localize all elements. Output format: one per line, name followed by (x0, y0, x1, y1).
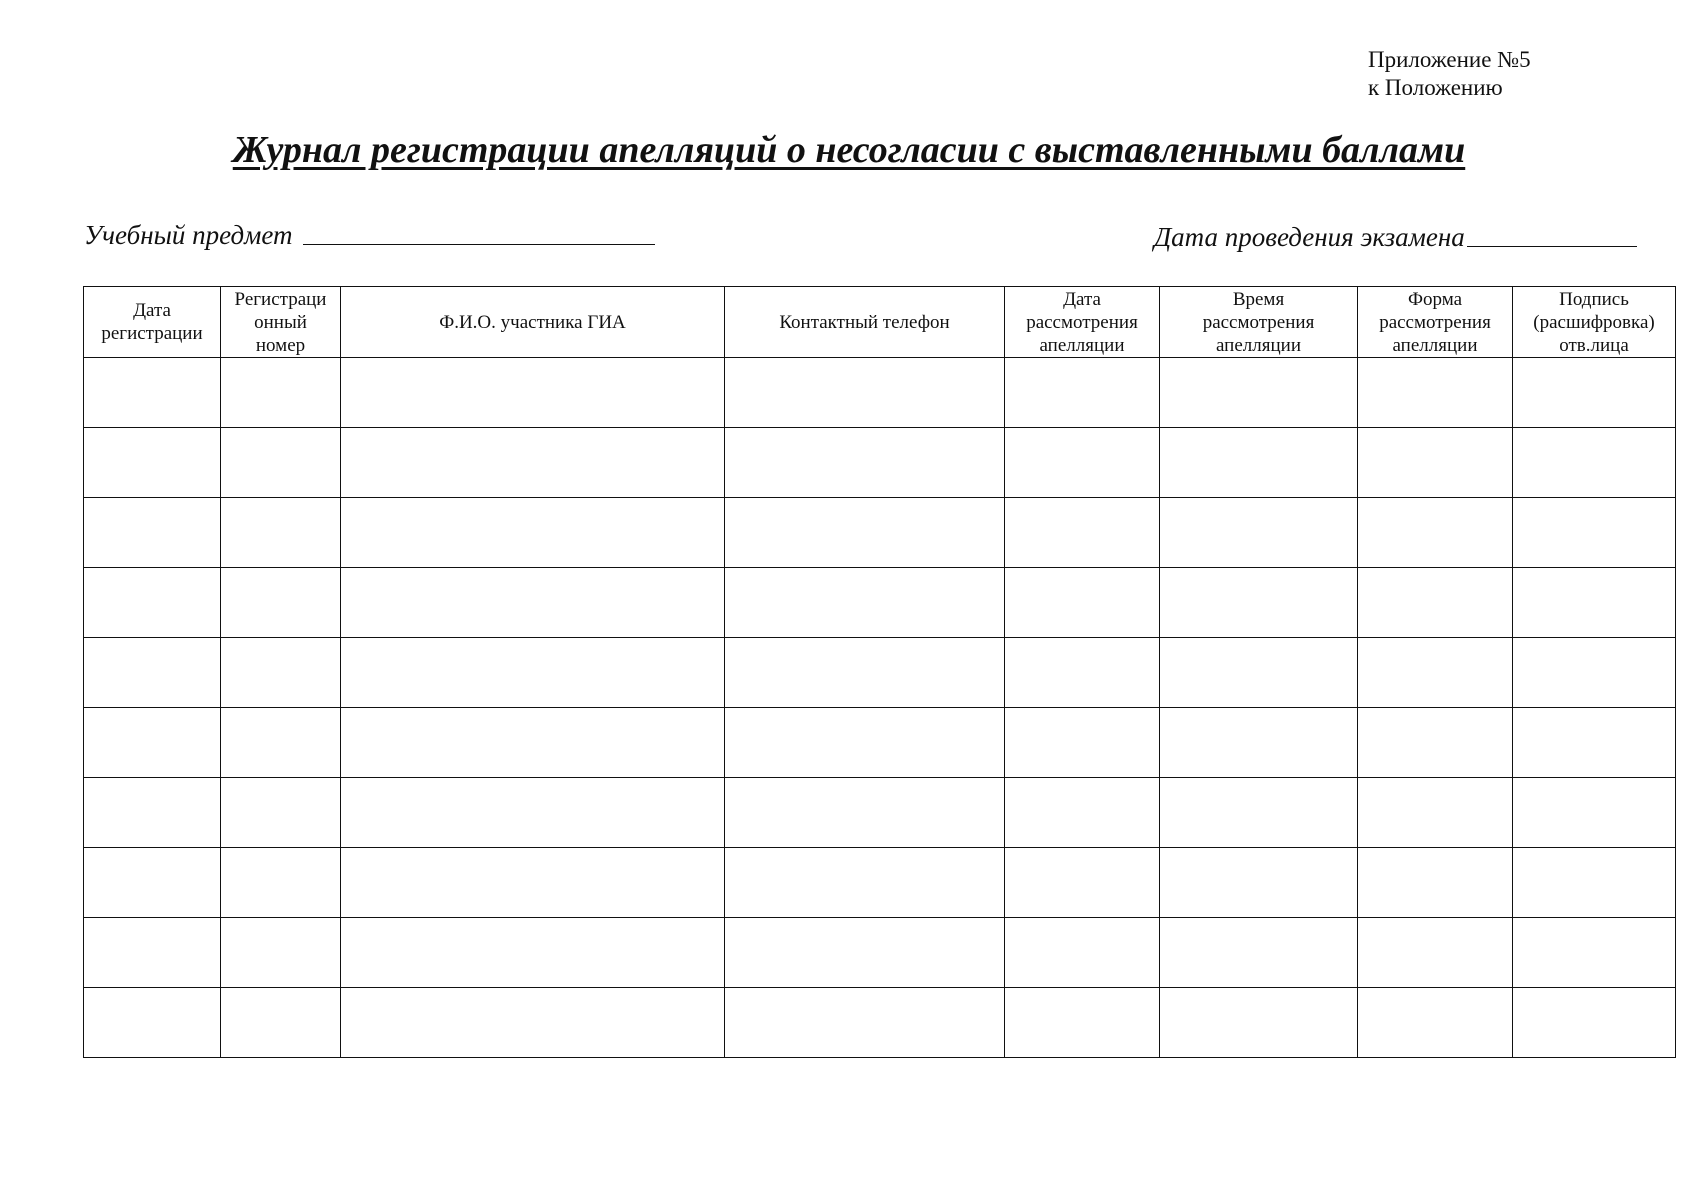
table-cell[interactable] (341, 848, 725, 918)
table-cell[interactable] (1005, 708, 1160, 778)
header-line: Дата (1063, 288, 1101, 310)
table-cell[interactable] (1513, 428, 1676, 498)
table-cell[interactable] (341, 568, 725, 638)
table-row (84, 358, 1676, 428)
table-cell[interactable] (84, 778, 221, 848)
table-cell[interactable] (1005, 988, 1160, 1058)
exam-date-label: Дата проведения экзамена (1154, 222, 1465, 252)
table-row (84, 428, 1676, 498)
table-cell[interactable] (725, 848, 1005, 918)
table-cell[interactable] (1005, 428, 1160, 498)
table-cell[interactable] (725, 498, 1005, 568)
table-cell[interactable] (341, 708, 725, 778)
table-cell[interactable] (1513, 988, 1676, 1058)
table-cell[interactable] (341, 638, 725, 708)
header-line: Время (1232, 288, 1285, 310)
table-cell[interactable] (341, 428, 725, 498)
table-cell[interactable] (1005, 848, 1160, 918)
header-line: апелляции (1216, 334, 1301, 356)
table-cell[interactable] (341, 358, 725, 428)
subject-label: Учебный предмет (84, 220, 293, 250)
table-row (84, 848, 1676, 918)
table-cell[interactable] (1005, 638, 1160, 708)
table-cell[interactable] (84, 498, 221, 568)
table-cell[interactable] (725, 918, 1005, 988)
table-cell[interactable] (725, 568, 1005, 638)
table-cell[interactable] (1005, 778, 1160, 848)
header-review-date (1005, 287, 1160, 358)
table-cell[interactable] (1358, 568, 1513, 638)
table-cell[interactable] (84, 358, 221, 428)
table-cell[interactable] (725, 708, 1005, 778)
table-cell[interactable] (1005, 358, 1160, 428)
table-cell[interactable] (1005, 498, 1160, 568)
table-row (84, 708, 1676, 778)
table-cell[interactable] (1513, 358, 1676, 428)
table-cell[interactable] (1160, 638, 1358, 708)
table-cell[interactable] (84, 428, 221, 498)
header-review-form (1358, 287, 1513, 358)
header-line: апелляции (1039, 334, 1125, 356)
appendix-line-2: к Положению (1368, 75, 1503, 100)
table-row (84, 568, 1676, 638)
table-cell[interactable] (1005, 918, 1160, 988)
table-cell[interactable] (725, 638, 1005, 708)
table-cell[interactable] (1513, 778, 1676, 848)
header-line: номер (255, 334, 306, 356)
table-cell[interactable] (1513, 638, 1676, 708)
table-cell[interactable] (1160, 568, 1358, 638)
table-cell[interactable] (221, 708, 341, 778)
subject-blank-line[interactable] (303, 243, 655, 245)
exam-date-blank-line[interactable] (1467, 245, 1637, 247)
table-cell[interactable] (1358, 988, 1513, 1058)
table-cell[interactable] (1513, 848, 1676, 918)
table-cell[interactable] (1358, 638, 1513, 708)
header-line: рассмотрения (1379, 311, 1491, 333)
table-row (84, 638, 1676, 708)
table-cell[interactable] (1160, 498, 1358, 568)
table-cell[interactable] (84, 848, 221, 918)
table-cell[interactable] (221, 848, 341, 918)
table-cell[interactable] (341, 988, 725, 1058)
table-cell[interactable] (341, 778, 725, 848)
table-cell[interactable] (1160, 708, 1358, 778)
header-line: Ф.И.О. участника ГИА (439, 311, 626, 333)
table-cell[interactable] (1358, 428, 1513, 498)
document-title: Журнал регистрации апелляций о несогласии с выставленными баллами (232, 129, 1466, 171)
header-line: (расшифровка) (1533, 311, 1655, 333)
table-cell[interactable] (725, 988, 1005, 1058)
table-cell[interactable] (1513, 568, 1676, 638)
header-contact-phone (725, 287, 1005, 358)
appendix-line-1: Приложение №5 (1368, 47, 1531, 72)
table-cell[interactable] (221, 568, 341, 638)
header-line: онный (254, 311, 307, 333)
table-cell[interactable] (221, 638, 341, 708)
table-cell[interactable] (84, 638, 221, 708)
table-cell[interactable] (725, 778, 1005, 848)
header-line: Дата (133, 300, 171, 321)
table-cell[interactable] (1513, 708, 1676, 778)
header-line: Подпись (1559, 288, 1629, 310)
table-cell[interactable] (1513, 498, 1676, 568)
table-row (84, 918, 1676, 988)
appeals-register-table (83, 286, 1676, 1058)
table-cell[interactable] (1160, 988, 1358, 1058)
header-line: отв.лица (1559, 334, 1629, 356)
table-cell[interactable] (221, 918, 341, 988)
table-cell[interactable] (1358, 708, 1513, 778)
table-cell[interactable] (84, 708, 221, 778)
table-cell[interactable] (1358, 498, 1513, 568)
subject-field (84, 220, 655, 251)
header-line: Контактный телефон (779, 311, 950, 333)
header-registration-date (84, 287, 221, 358)
table-cell[interactable] (725, 428, 1005, 498)
table-header-row (84, 287, 1676, 358)
table-row (84, 988, 1676, 1058)
exam-date-field (1154, 222, 1637, 253)
header-line: апелляции (1392, 334, 1478, 356)
header-line: регистрации (101, 323, 203, 344)
table-cell[interactable] (1160, 778, 1358, 848)
header-review-time (1160, 287, 1358, 358)
header-line: рассмотрения (1026, 311, 1138, 333)
table-cell[interactable] (1358, 358, 1513, 428)
table-cell[interactable] (1160, 358, 1358, 428)
table-cell[interactable] (221, 988, 341, 1058)
header-line: рассмотрения (1202, 311, 1315, 333)
table-cell[interactable] (1358, 918, 1513, 988)
table-row (84, 778, 1676, 848)
header-line: Форма (1407, 288, 1463, 310)
table-cell[interactable] (341, 498, 725, 568)
header-line: Регистраци (234, 288, 327, 310)
table-cell[interactable] (84, 988, 221, 1058)
table-cell[interactable] (221, 778, 341, 848)
table-cell[interactable] (221, 358, 341, 428)
table-cell[interactable] (1358, 778, 1513, 848)
table-row (84, 498, 1676, 568)
table-cell[interactable] (1160, 428, 1358, 498)
table-cell[interactable] (1358, 848, 1513, 918)
table-cell[interactable] (221, 498, 341, 568)
table-cell[interactable] (341, 918, 725, 988)
header-registration-number (221, 287, 341, 358)
header-participant-name (341, 287, 725, 358)
table-cell[interactable] (1513, 918, 1676, 988)
table-cell[interactable] (1160, 918, 1358, 988)
table-body (84, 358, 1676, 1058)
table-cell[interactable] (725, 358, 1005, 428)
appendix-note (1368, 46, 1531, 102)
table-cell[interactable] (1160, 848, 1358, 918)
table-cell[interactable] (1005, 568, 1160, 638)
header-signature (1513, 287, 1676, 358)
table-cell[interactable] (84, 568, 221, 638)
table-cell[interactable] (221, 428, 341, 498)
table-cell[interactable] (84, 918, 221, 988)
